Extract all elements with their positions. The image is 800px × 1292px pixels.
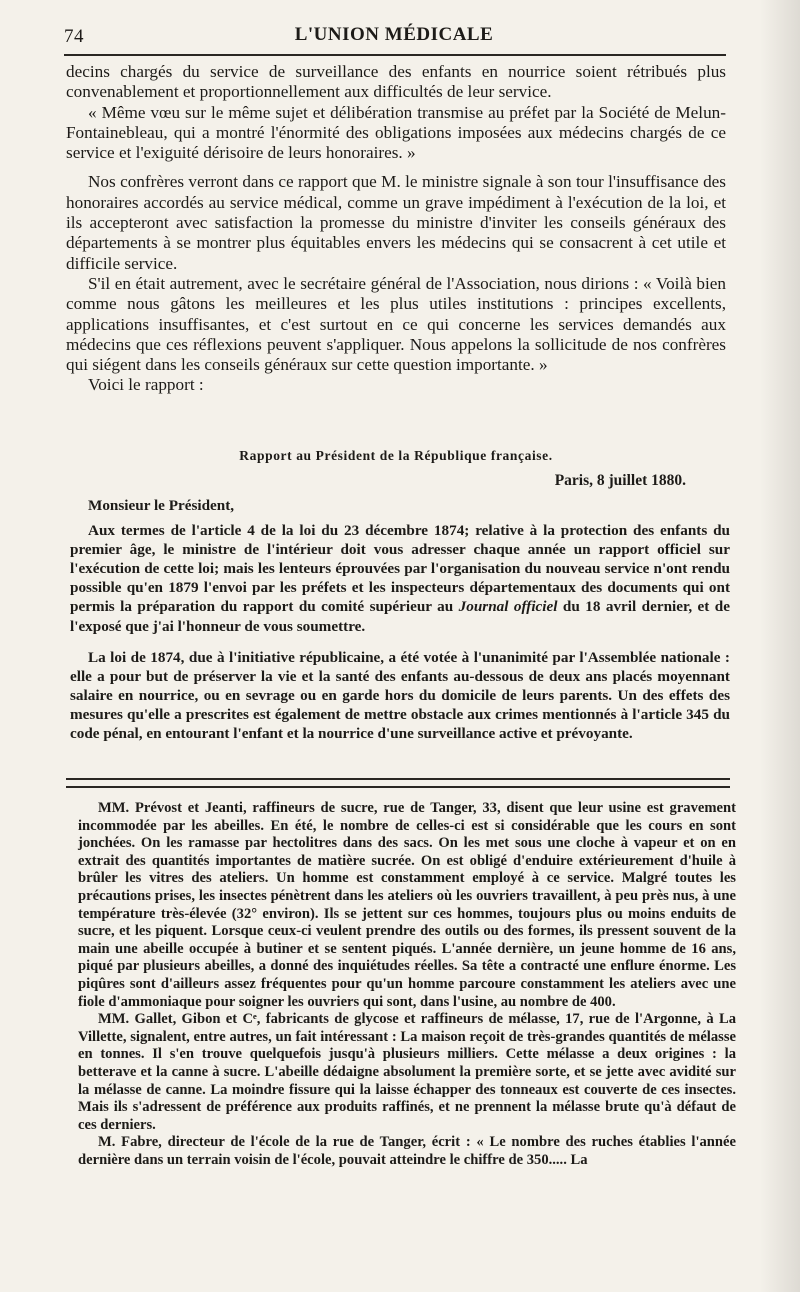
page-number: 74 <box>64 26 84 47</box>
page-edge-shadow <box>760 0 800 1292</box>
article-body <box>66 62 726 396</box>
text-run: Aux termes de l'article 4 de la loi du 23 décembre 1874; relative à la protection des enfants du premier âge, le ministre de l'intérieur doit vous adresser chaque année un rapport officiel sur l'exécution de cette loi; mais les lenteurs éprouvées par l'organisation du nouveau service n'ont rendu possible qu'en 1879 l'envoi par les préfets et les inspecteurs départementaux des documents qui ont permis la préparation du rapport du comité supérieur au <box>70 522 730 616</box>
journal-title: L'UNION MÉDICALE <box>294 24 494 45</box>
paragraph: La loi de 1874, due à l'initiative républicaine, a été votée à l'unanimité par l'Assemblée nationale : elle a pour but de préserver la vie et la santé des enfants au-dessous de deux ans placés moyennant salaire en nourrice, ou en sevrage ou en garde hors du domicile de leurs parents. Un des effets des mesures qu'elle a prescrites est également de mettre obstacle aux crimes mentionnés à l'article 345 du code pénal, en entourant l'enfant et la nourrice d'une surveillance active et prévoyante. <box>70 648 730 743</box>
report-body <box>70 496 730 743</box>
paragraph: MM. Prévost et Jeanti, raffineurs de sucre, rue de Tanger, 33, disent que leur usine est gravement incommodée par les abeilles. En été, le nombre de celles-ci est si considérable que les cours en sont jonchées. On les ramasse par hectolitres dans des sacs. On les met sous une cloche à vapeur et on en extrait des quantités importantes de matière sucrée. On est obligé d'enduire extérieurement d'huile à brûler les vitres des ateliers. Un homme est constamment employé à ce service. Malgré toutes les précautions prises, les insectes pénètrent dans les ateliers où les ouvriers travaillent, à peu près nus, à une température très-élevée (32° environ). Ils se jettent sur ces hommes, toujours plus ou moins enduits de sucre, et les piquent. Lorsque ceux-ci veulent prendre des outils ou des formes, ils pressent souvent de la main une abeille occupée à butiner et se sentent piqués. L'année dernière, un jeune homme de 16 ans, piqué par plusieurs abeilles, a donné des inquiétudes réelles. Sa tête a contracté une enflure énorme. Les piqûres sont d'ailleurs assez fréquentes pour qu'un homme parcoure constamment les ateliers avec une fiole d'ammoniaque pour soigner les ouvriers qui sont, dans l'usine, au nombre de 400. <box>78 800 736 1010</box>
paragraph: decins chargés du service de surveillance des enfants en nourrice soient rétribués plus convenablement et proportionnellement aux difficultés de leur service. <box>66 62 726 102</box>
paragraph: MM. Gallet, Gibon et Cᵉ, fabricants de glycose et raffineurs de mélasse, 17, rue de l'Argonne, à La Villette, signalent, entre autres, un fait intéressant : La maison reçoit de très-grandes quantités de mélasse en tonnes. Il s'en trouve quelquefois jusqu'à plusieurs milliers. Cette mélasse a deux origines : la betterave et la canne à sucre. L'abeille dédaigne absolument la première sorte, et se jette avec avidité sur la mélasse de canne. La moindre fissure qui la laisse échapper des tonneaux est couverte de ces insectes. Mais ils s'adressent de préférence aux produits raffinés, et ne prennent la mélasse brute qu'à défaut de ces derniers. <box>78 1011 736 1133</box>
paragraph <box>70 521 730 636</box>
report-date: Paris, 8 juillet 1880. <box>554 472 686 489</box>
feuilleton-divider <box>66 778 730 788</box>
paragraph: S'il en était autrement, avec le secrétaire général de l'Association, nous dirions : « Voilà bien comme nous gâtons les meilleures et les plus utiles institutions : principes excellents, applications insuffisantes, et c'est surtout en ce qui concerne les services demandés aux médecins que ces réflexions peuvent s'appliquer. Nous appelons la sollicitude de nos confrères qui siégent dans les conseils généraux sur cette question importante. » <box>66 273 726 375</box>
paragraph: Nos confrères verront dans ce rapport que M. le ministre signale à son tour l'insuffisance des honoraires accordés au service médical, comme un grave impédiment à l'exécution de la loi, et ils accepteront avec satisfaction la promesse du ministre d'inviter les conseils généraux des départements à se montrer plus équitables envers les médecins qui se consacrent à cet utile et difficile service. <box>66 172 726 273</box>
paragraph: M. Fabre, directeur de l'école de la rue de Tanger, écrit : « Le nombre des ruches établies l'année dernière dans un terrain voisin de l'école, pouvait atteindre le chiffre de 350..... La <box>78 1134 736 1168</box>
paragraph: « Même vœu sur le même sujet et délibération transmise au préfet par la Société de Melun-Fontainebleau, qui a montré l'énormité des obligations imposées aux médecins chargés de ce service et l'exiguité dérisoire de leurs honoraires. » <box>66 102 726 163</box>
text-run: du 18 avril dernier, et de l'exposé que j'ai l'honneur de vous soumettre. <box>70 598 730 635</box>
page-header <box>64 22 724 52</box>
report-title: Rapport au Président de la République française. <box>239 448 553 463</box>
report-salutation: Monsieur le Président, <box>88 497 235 514</box>
header-rule <box>64 54 726 56</box>
paragraph: Voici le rapport : <box>88 375 204 395</box>
journal-reference: Journal officiel <box>458 598 558 616</box>
feuilleton-body <box>78 800 736 1169</box>
